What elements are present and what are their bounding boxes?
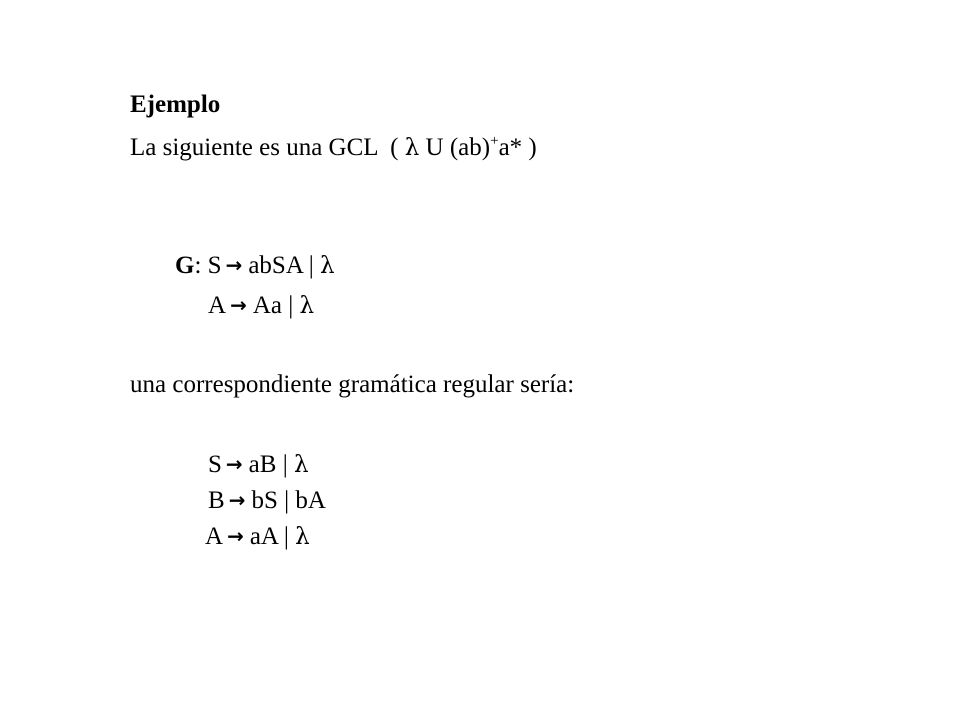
arrow-right-icon: → (225, 253, 243, 277)
intro-line (130, 133, 537, 163)
arrow-right-icon: → (228, 488, 246, 512)
arrow-right-icon: → (225, 452, 243, 476)
rule-lhs: A (208, 292, 227, 319)
lambda-symbol: λ (299, 293, 315, 319)
regular-grammar-intro: una correspondiente gramática regular sería: (130, 371, 575, 398)
rule-lhs: B (208, 487, 225, 514)
arrow-right-icon: → (227, 524, 244, 548)
example-title: Ejemplo (130, 91, 221, 118)
intro-open-paren: ( (390, 134, 399, 161)
regular-rule-2 (208, 485, 326, 516)
lambda-symbol: λ (295, 524, 310, 550)
intro-union: U (ab) (425, 134, 491, 161)
lambda-symbol: λ (320, 253, 335, 279)
lambda-symbol: λ (404, 135, 420, 161)
grammar-colon: : (194, 252, 202, 279)
rule-rhs: Aa | (252, 292, 294, 319)
rule-rhs: bS | bA (251, 487, 326, 514)
intro-tail: a* ) (498, 134, 537, 161)
rule-rhs: aB | (248, 451, 288, 478)
plus-superscript: + (490, 133, 499, 149)
regular-rule-3 (205, 521, 310, 552)
rule-lhs: A (205, 523, 224, 550)
lambda-symbol: λ (293, 452, 309, 478)
cfg-rule-1 (175, 250, 335, 281)
grammar-name: G (175, 252, 195, 279)
rule-lhs: S (208, 451, 222, 478)
arrow-right-icon: → (230, 293, 247, 317)
rule-lhs: S (207, 252, 222, 279)
rule-rhs: abSA | (248, 252, 314, 279)
rule-rhs: aA | (249, 523, 289, 550)
regular-rule-1 (208, 449, 309, 480)
intro-text: La siguiente es una GCL (130, 134, 378, 161)
cfg-rule-2 (208, 290, 314, 321)
